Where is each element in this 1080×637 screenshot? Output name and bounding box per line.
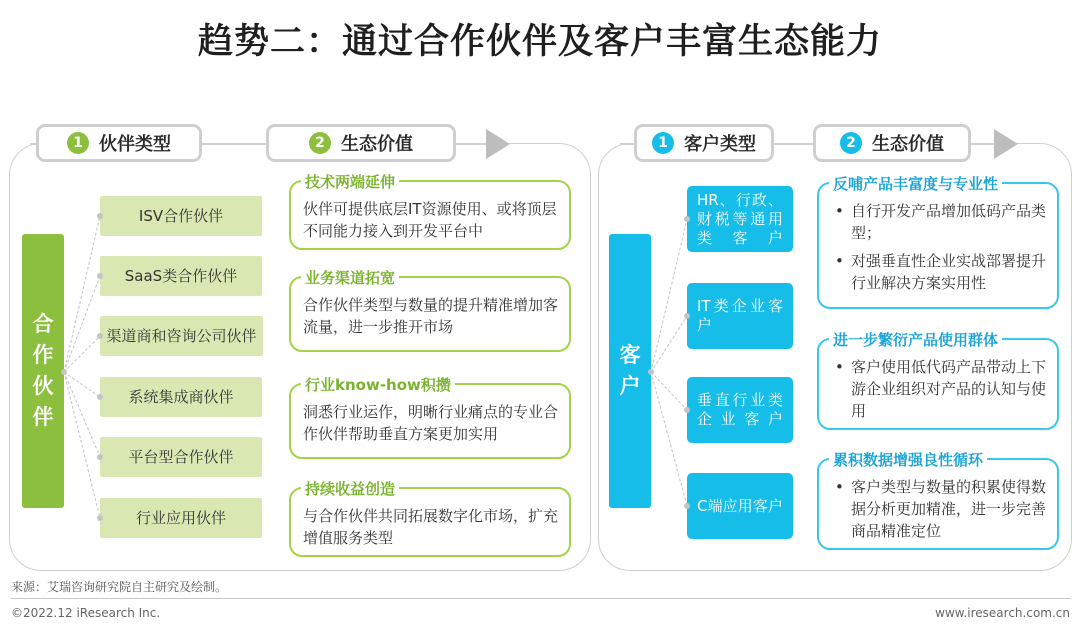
- value-card: [289, 269, 571, 352]
- tab-label: 客户类型: [684, 134, 756, 155]
- customer-value-card: [817, 451, 1059, 550]
- customer-main-label: [609, 234, 651, 508]
- value-card-title: 进一步繁衍产品使用群体: [829, 330, 1002, 350]
- customer-item: [687, 377, 793, 443]
- arrow-right-icon: [994, 129, 1018, 159]
- step-number-icon: 2: [840, 132, 862, 154]
- value-card-title: 持续收益创造: [301, 479, 399, 499]
- partner-item: 平台型合作伙伴: [100, 437, 262, 477]
- value-card: [289, 480, 571, 557]
- value-card-title: 反哺产品丰富度与专业性: [829, 174, 1002, 194]
- tab-label: 生态价值: [341, 134, 413, 155]
- step-number-icon: 1: [67, 132, 89, 154]
- tab-customer-type: [634, 124, 774, 162]
- partner-item: ISV合作伙伴: [100, 196, 262, 236]
- value-card-title: 累积数据增强良性循环: [829, 450, 987, 470]
- customer-item-label: HR、行政、财税等通用类客户: [697, 190, 783, 247]
- customer-item-label: 垂直行业类企业客户: [697, 391, 783, 428]
- step-number-icon: 1: [652, 132, 674, 154]
- partner-item: SaaS类合作伙伴: [100, 256, 262, 296]
- customer-value-card: [817, 175, 1059, 309]
- customer-item: [687, 473, 793, 539]
- value-card-text: 合作伙伴类型与数量的提升精准增加客流量，进一步推开市场: [303, 296, 559, 336]
- footer-divider: [11, 598, 1071, 599]
- value-card: [289, 376, 571, 459]
- partner-main-label: [22, 234, 64, 508]
- customer-item-label: IT类企业客户: [697, 297, 783, 334]
- bullet-item: • 客户类型与数量的积累使得数据分析更加精准，进一步完善商品精准定位: [831, 476, 1047, 542]
- main-label-text: 合作伙伴: [32, 312, 54, 429]
- value-card-bullets: [831, 476, 1047, 542]
- tab-customer-value: [813, 124, 971, 162]
- customer-item: [687, 186, 793, 252]
- value-card: [289, 173, 571, 250]
- copyright: ©2022.12 iResearch Inc.: [11, 606, 161, 620]
- tab-partner-type: [36, 124, 202, 162]
- value-card-title: 技术两端延伸: [301, 172, 399, 192]
- source-note: 来源：艾瑞咨询研究院自主研究及绘制。: [11, 580, 228, 594]
- bullet-item: • 客户使用低代码产品带动上下游企业组织对产品的认知与使用: [831, 356, 1047, 422]
- partner-item: 行业应用伙伴: [100, 498, 262, 538]
- arrow-right-icon: [486, 129, 510, 159]
- tab-label: 伙伴类型: [99, 134, 171, 155]
- tab-ecosystem-value: [266, 124, 456, 162]
- website-link[interactable]: www.iresearch.com.cn: [935, 606, 1070, 620]
- page-title: 趋势二：通过合作伙伴及客户丰富生态能力: [197, 22, 882, 62]
- value-card-title: 业务渠道拓宽: [301, 268, 399, 288]
- main-label-text: 客户: [619, 343, 641, 398]
- customer-value-card: [817, 331, 1059, 430]
- partner-item: 系统集成商伙伴: [100, 377, 262, 417]
- customer-item-label: C端应用客户: [697, 496, 783, 515]
- value-card-bullets: [831, 356, 1047, 422]
- bullet-item: • 自行开发产品增加低码产品类型；: [831, 200, 1047, 244]
- partner-item: 渠道商和咨询公司伙伴: [100, 316, 263, 356]
- value-card-text: 洞悉行业运作，明晰行业痛点的专业合作伙伴帮助垂直方案更加实用: [303, 403, 559, 443]
- step-number-icon: 2: [309, 132, 331, 154]
- tab-label: 生态价值: [872, 134, 944, 155]
- value-card-title: 行业know-how积攒: [301, 375, 455, 395]
- bullet-item: • 对强垂直性企业实战部署提升行业解决方案实用性: [831, 250, 1047, 294]
- value-card-text: 伙伴可提供底层IT资源使用、或将顶层不同能力接入到开发平台中: [303, 200, 557, 240]
- value-card-bullets: [831, 200, 1047, 294]
- value-card-text: 与合作伙伴共同拓展数字化市场，扩充增值服务类型: [303, 507, 559, 547]
- customer-item: [687, 283, 793, 349]
